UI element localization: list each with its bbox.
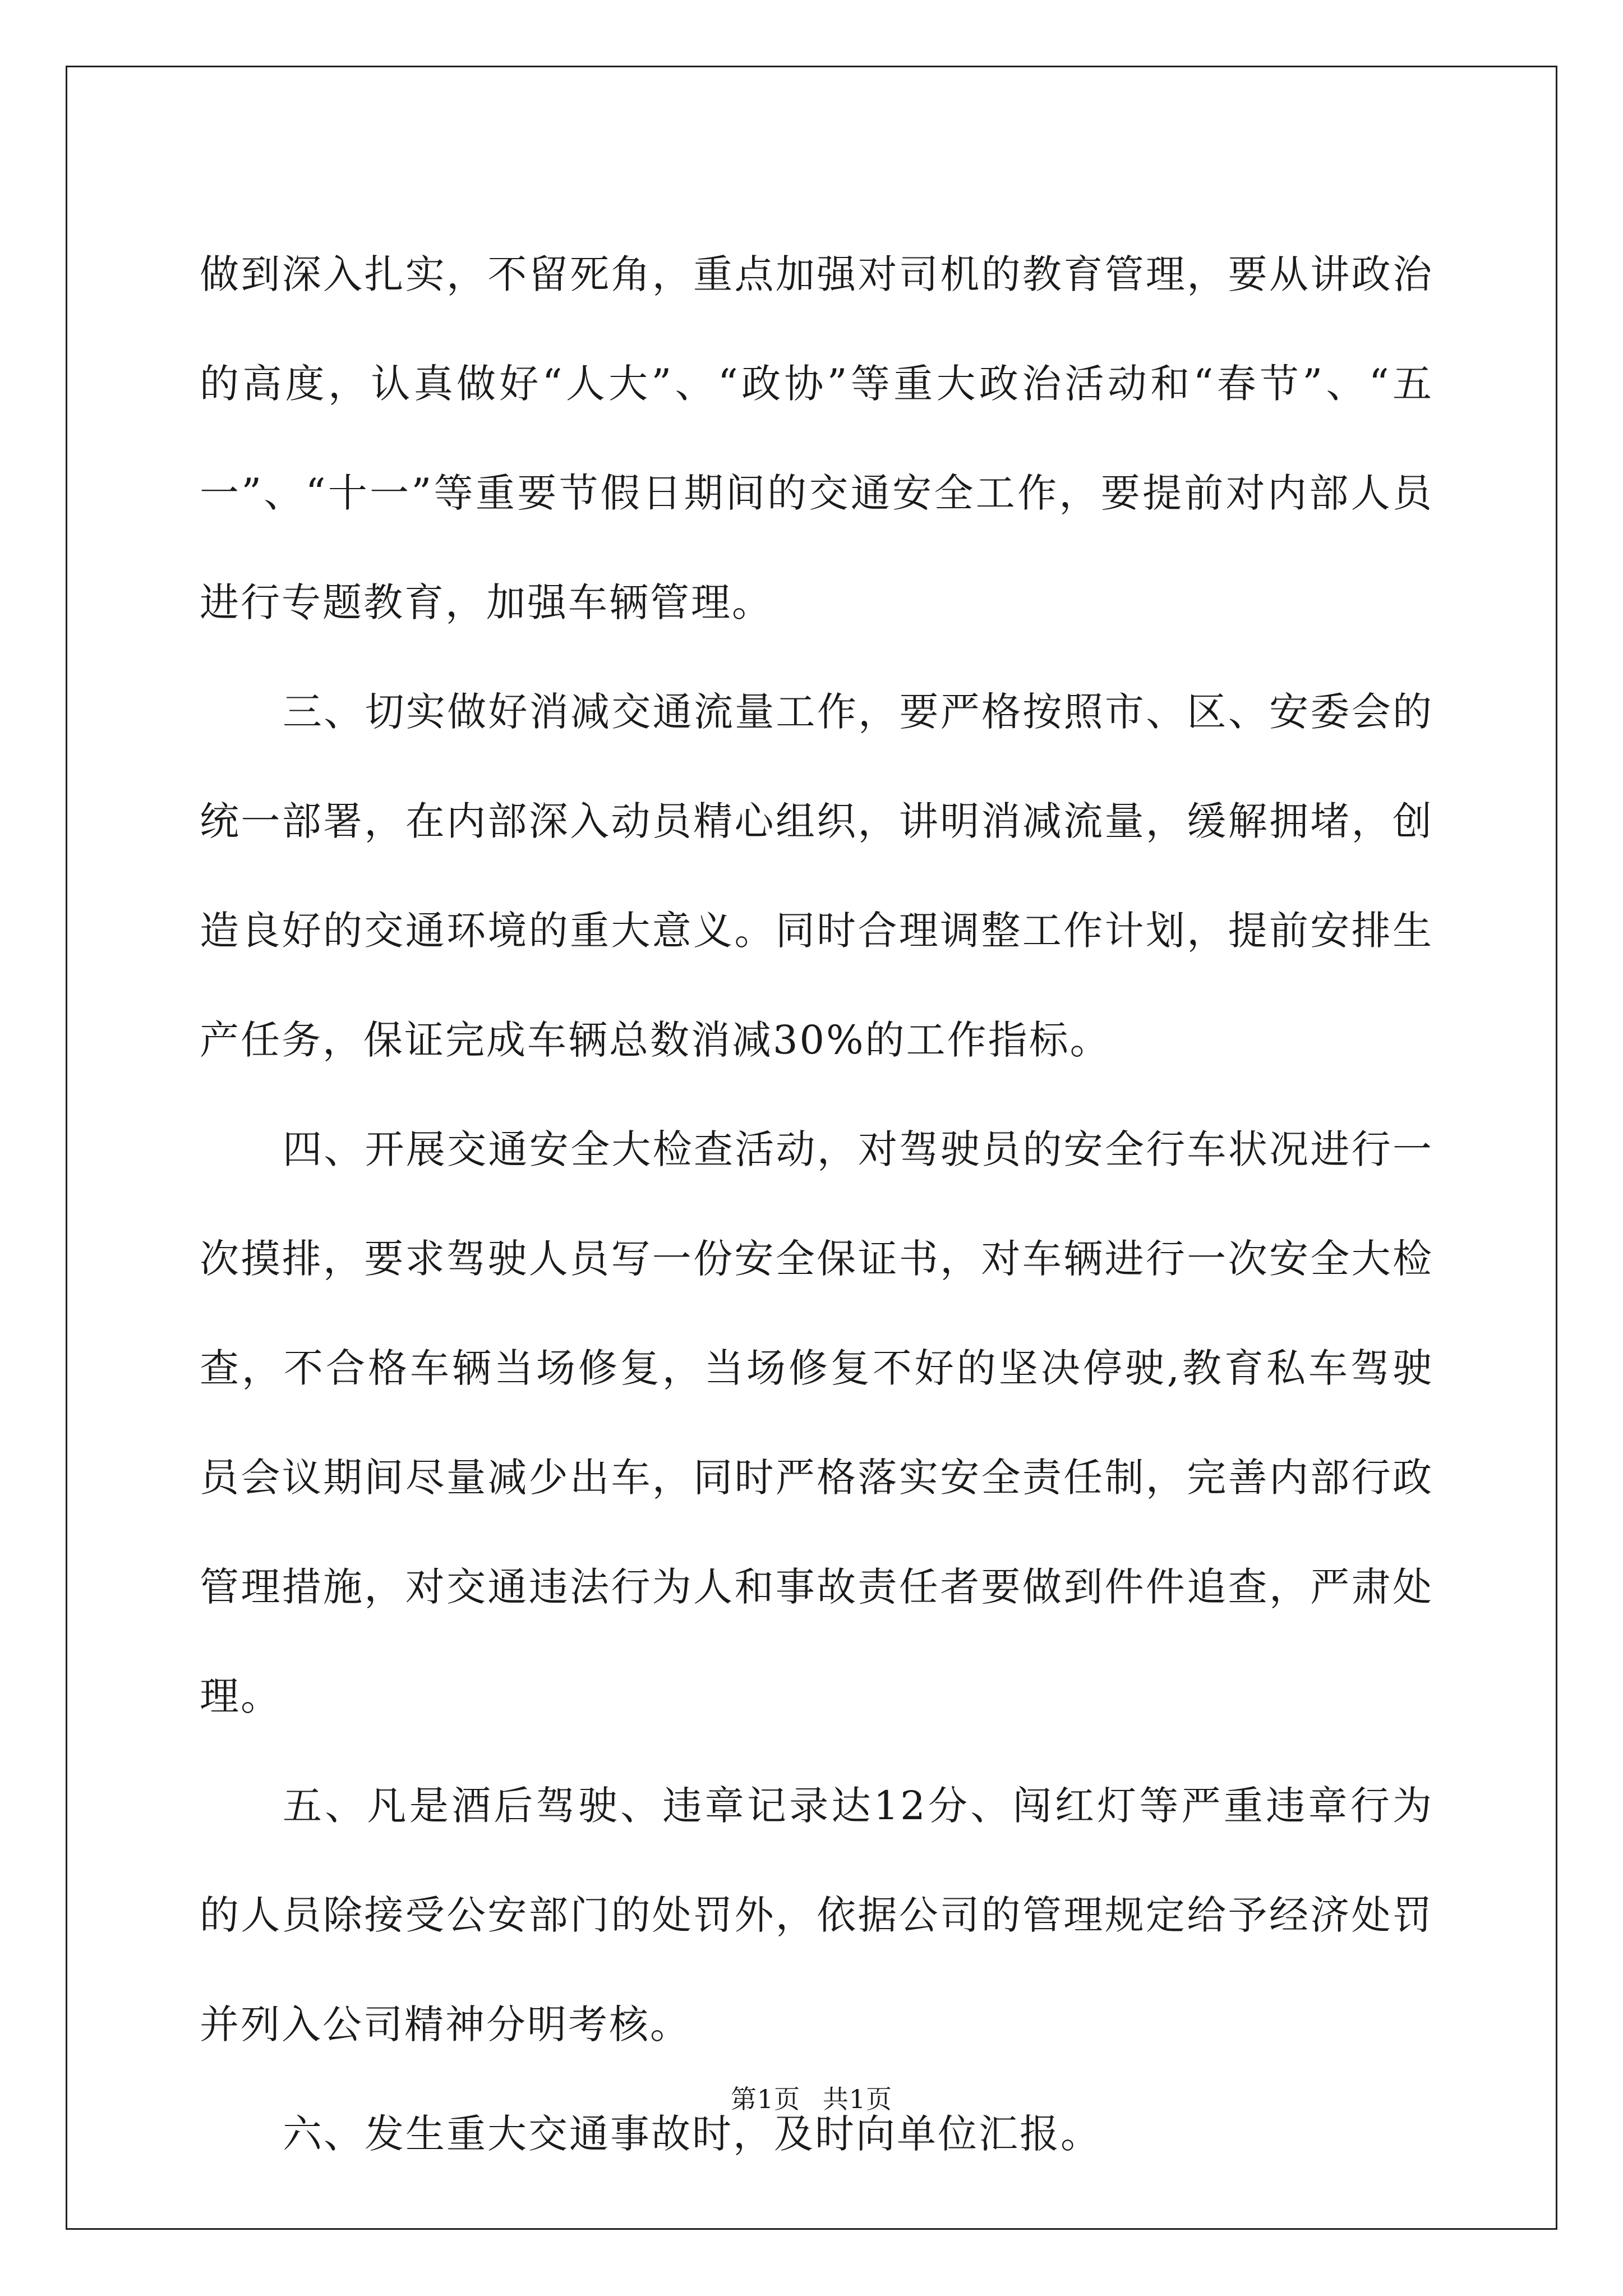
document-body xyxy=(200,220,1433,2189)
page-number-total: 共1页 xyxy=(822,2084,893,2114)
paragraph-5: 六、发生重大交通事故时，及时向单位汇报。 xyxy=(283,2111,1101,2157)
paragraph-2: 三、切实做好消减交通流量工作，要严格按照市、区、安委会的统一部署，在内部深入动员精心组织，讲明消减流量，缓解拥堵，创造良好的交通环境的重大意义。同时合理调整工作计划，提前安排生产任务，保证完成车辆总数消减30%的工作指标。 xyxy=(200,689,1433,1063)
paragraph-3: 四、开展交通安全大检查活动，对驾驶员的安全行车状况进行一次摸排，要求驾驶人员写一份安全保证书，对车辆进行一次安全大检查，不合格车辆当场修复，当场修复不好的坚决停驶,教育私车驾驶员会议期间尽量减少出车，同时严格落实安全责任制，完善内部行政管理措施，对交通违法行为人和事故责任者要做到件件追查，严肃处理。 xyxy=(200,1126,1433,1719)
page-number-current: 第1页 xyxy=(730,2084,801,2114)
page-footer xyxy=(0,2082,1623,2116)
paragraph-4: 五、凡是酒后驾驶、违章记录达12分、闯红灯等严重违章行为的人员除接受公安部门的处罚外，依据公司的管理规定给予经济处罚并列入公司精神分明考核。 xyxy=(200,1783,1433,2047)
paragraph-1: 做到深入扎实，不留死角，重点加强对司机的教育管理，要从讲政治的高度，认真做好“人大”、“政协”等重大政治活动和“春节”、“五一”、“十一”等重要节假日期间的交通安全工作，要提前对内部人员进行专题教育，加强车辆管理。 xyxy=(200,251,1433,625)
